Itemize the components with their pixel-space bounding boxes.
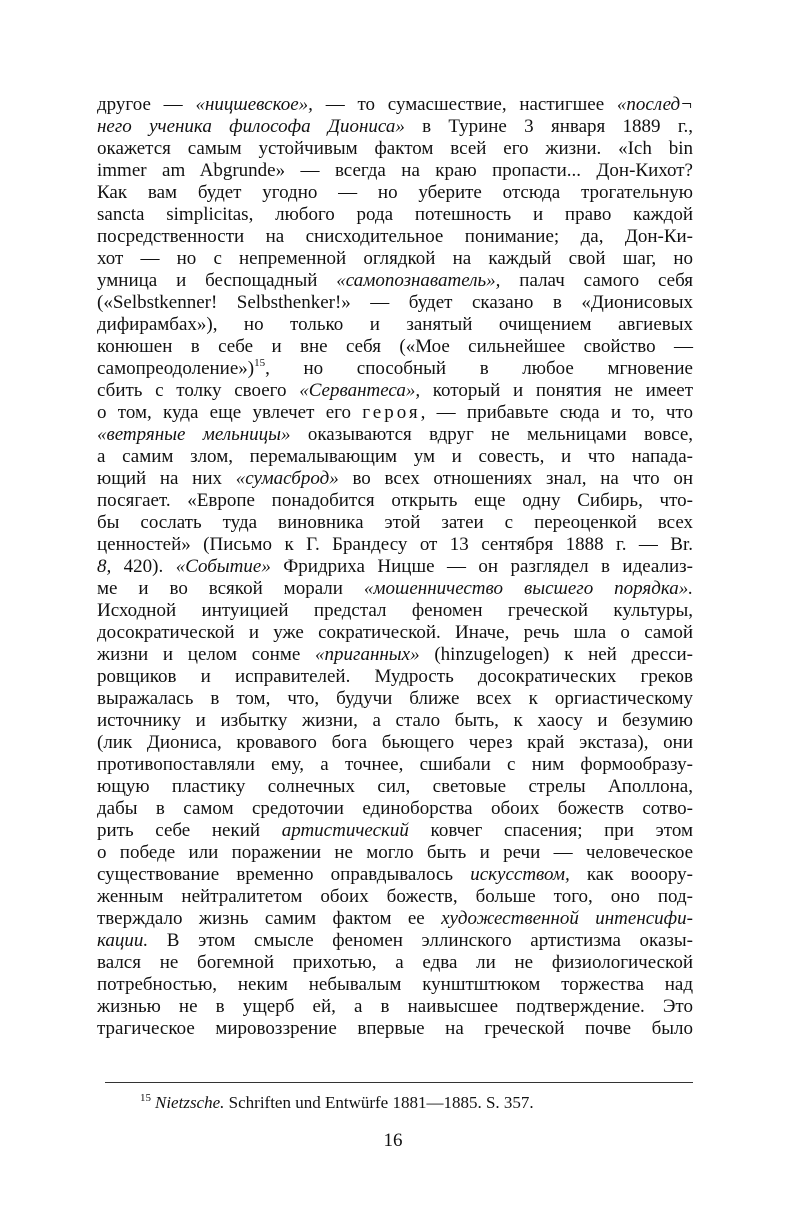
text-segment: самопреодоление»): [97, 358, 255, 379]
text-line: [97, 578, 693, 600]
text-segment: хот — но с непременной оглядкой на каждый свой шаг, но: [97, 248, 693, 269]
text-line: [97, 952, 693, 974]
footnote: [140, 1093, 680, 1113]
text-segment: о победе или поражении не могло быть и речи — человеческое: [97, 842, 693, 863]
text-line: [97, 732, 693, 754]
text-segment: рить себе некий: [97, 820, 282, 841]
text-segment: выражалась в том, что, будучи ближе всех к оргиастическому: [97, 688, 693, 709]
text-line: [97, 160, 693, 182]
text-line: [97, 710, 693, 732]
text-line: [97, 996, 693, 1018]
italic-text: «самопознаватель»,: [336, 270, 501, 291]
text-segment: тверждало жизнь самим фактом ее: [97, 908, 442, 929]
text-line: [97, 556, 693, 578]
italic-text: «послед¬: [616, 94, 693, 115]
text-segment: источнику и избытку жизни, а стало быть, к хаосу и безумию: [97, 710, 693, 731]
italic-text: кации.: [97, 930, 149, 951]
text-segment: трагическое мировоззрение впервые на греческой почве было: [97, 1018, 693, 1039]
text-line: [97, 622, 693, 644]
text-segment: ценностей» (Письмо к Г. Брандесу от 13 сентября 1888 г. — Br.: [97, 534, 693, 555]
text-line: [97, 688, 693, 710]
text-line: [97, 182, 693, 204]
text-line: [97, 424, 693, 446]
footnote-author: Nietzsche.: [155, 1093, 225, 1112]
italic-text: «ветряные мельницы»: [97, 424, 291, 445]
text-line: [97, 380, 693, 402]
text-line: [97, 974, 693, 996]
text-line: [97, 116, 693, 138]
text-segment: как вооору-: [569, 864, 694, 885]
text-line: [97, 292, 693, 314]
text-segment: противопоставляли ему, а точнее, сшибали с ним формообразу-: [97, 754, 693, 775]
text-segment: дифирамбах»), но только и занятый очищением авгиевых: [97, 314, 693, 335]
italic-text: артистический: [281, 820, 409, 841]
text-line: [97, 94, 693, 116]
italic-text: него ученика философа Диониса»: [97, 116, 405, 137]
text-line: [97, 138, 693, 160]
text-segment: о том, куда еще увлечет его: [97, 402, 363, 423]
text-line: [97, 644, 693, 666]
text-line: [97, 226, 693, 248]
italic-text: искусством,: [470, 864, 570, 885]
text-line: [97, 864, 693, 886]
text-line: [97, 314, 693, 336]
text-line: [97, 798, 693, 820]
text-segment: палач самого себя: [500, 270, 694, 291]
italic-text: 8,: [97, 556, 112, 577]
text-segment: ме и во всякой морали: [97, 578, 364, 599]
text-line: [97, 512, 693, 534]
text-segment: («Selbstkenner! Selbsthenker!» — будет сказано в «Дионисовых: [97, 292, 693, 313]
text-segment: (hinzugelogen) к ней дресси-: [419, 644, 694, 665]
text-line: [97, 666, 693, 688]
text-segment: другое —: [97, 94, 196, 115]
text-line: [97, 886, 693, 908]
footnote-separator: [105, 1082, 693, 1083]
text-segment: сбить с толку своего: [97, 380, 300, 401]
text-segment: который и понятия не имеет: [420, 380, 694, 401]
text-segment: во всех отношениях знал, на что он: [338, 468, 693, 489]
text-segment: sancta simplicitas, любого рода потешность и право каждой: [97, 204, 693, 225]
text-segment: в Турине 3 января 1889 г.,: [404, 116, 694, 137]
spaced-text: героя: [362, 402, 421, 423]
text-segment: а самим злом, перемалывающим ум и совесть, и что напада-: [97, 446, 693, 467]
italic-text: «ницшевское»,: [195, 94, 313, 115]
text-segment: посредственности на снисходительное понимание; да, Дон-Ки-: [97, 226, 693, 247]
text-segment: — то сумасшествие, настигшее: [312, 94, 617, 115]
text-segment: существование временно оправдывалось: [97, 864, 471, 885]
text-line: [97, 248, 693, 270]
page-number: 16: [383, 1130, 403, 1151]
text-line: [97, 754, 693, 776]
text-line: [97, 930, 693, 952]
text-segment: жизни и целом сонме: [97, 644, 316, 665]
italic-text: художественной интенсифи-: [441, 908, 693, 929]
text-segment: жизнью не в ущерб ей, а в наивысшее подтверждение. Это: [97, 996, 693, 1017]
footnote-text: Schriften und Entwürfe 1881—1885. S. 357.: [224, 1093, 534, 1112]
text-line: [97, 908, 693, 930]
text-line: [97, 600, 693, 622]
text-line: [97, 204, 693, 226]
text-line: [97, 842, 693, 864]
text-segment: 420).: [111, 556, 176, 577]
text-segment: посягает. «Европе понадобится открыть еще одну Сибирь, что-: [97, 490, 693, 511]
text-segment: дабы в самом средоточии единоборства обоих божеств сотво-: [97, 798, 693, 819]
italic-text: «Сервантеса»,: [299, 380, 421, 401]
text-segment: В этом смысле феномен эллинского артистизма оказы-: [148, 930, 693, 951]
text-segment: Исходной интуицией предстал феномен греческой культуры,: [97, 600, 693, 621]
text-line: [97, 446, 693, 468]
text-segment: оказываются вдруг не мельницами вовсе,: [290, 424, 693, 445]
text-line: [97, 820, 693, 842]
text-line: [97, 776, 693, 798]
text-line: [97, 1018, 693, 1040]
italic-text: «сумасброд»: [235, 468, 339, 489]
italic-text: «приганных»: [315, 644, 420, 665]
text-line: [97, 534, 693, 556]
text-line: [97, 468, 693, 490]
text-line: [97, 490, 693, 512]
text-segment: бы сослать туда виновника этой затеи с переоценкой всех: [97, 512, 693, 533]
italic-text: «Событие»: [175, 556, 271, 577]
text-segment: , — прибавьте сюда и то, что: [420, 402, 693, 423]
text-segment: immer am Abgrunde» — всегда на краю пропасти... Дон-Кихот?: [97, 160, 693, 181]
text-segment: Как вам будет угодно — но уберите отсюда трогательную: [97, 182, 693, 203]
footnote-number: 15: [140, 1092, 151, 1104]
text-segment: ющий на них: [97, 468, 236, 489]
italic-text: «мошенничество высшего порядка».: [363, 578, 693, 599]
text-line: [97, 336, 693, 358]
text-segment: Фридриха Ницше — он разглядел в идеализ-: [270, 556, 694, 577]
text-line: [97, 270, 693, 292]
footnote-reference: 15: [254, 357, 266, 369]
text-segment: досократической и уже сократической. Иначе, речь шла о самой: [97, 622, 693, 643]
text-segment: , но способный в любое мгновение: [265, 358, 693, 379]
text-segment: женным нейтралитетом обоих божеств, больше того, оно под-: [97, 886, 693, 907]
text-line: [97, 402, 693, 424]
text-segment: ковчег спасения; при этом: [408, 820, 693, 841]
text-segment: потребностью, неким небывалым кунштштюком торжества над: [97, 974, 693, 995]
text-segment: окажется самым устойчивым фактом всей его жизни. «Ich bin: [97, 138, 693, 159]
text-segment: ющую пластику солнечных сил, световые стрелы Аполлона,: [97, 776, 693, 797]
text-segment: умница и беспощадный: [97, 270, 337, 291]
text-segment: конюшен в себе и вне себя («Мое сильнейшее свойство —: [97, 336, 693, 357]
text-segment: вался не богемной прихотью, а едва ли не физиологической: [97, 952, 693, 973]
text-line: [97, 358, 693, 380]
text-segment: (лик Диониса, кровавого бога бьющего через край экстаза), они: [97, 732, 693, 753]
body-text: [97, 94, 693, 1040]
text-segment: ровщиков и исправителей. Мудрость досократических греков: [97, 666, 693, 687]
